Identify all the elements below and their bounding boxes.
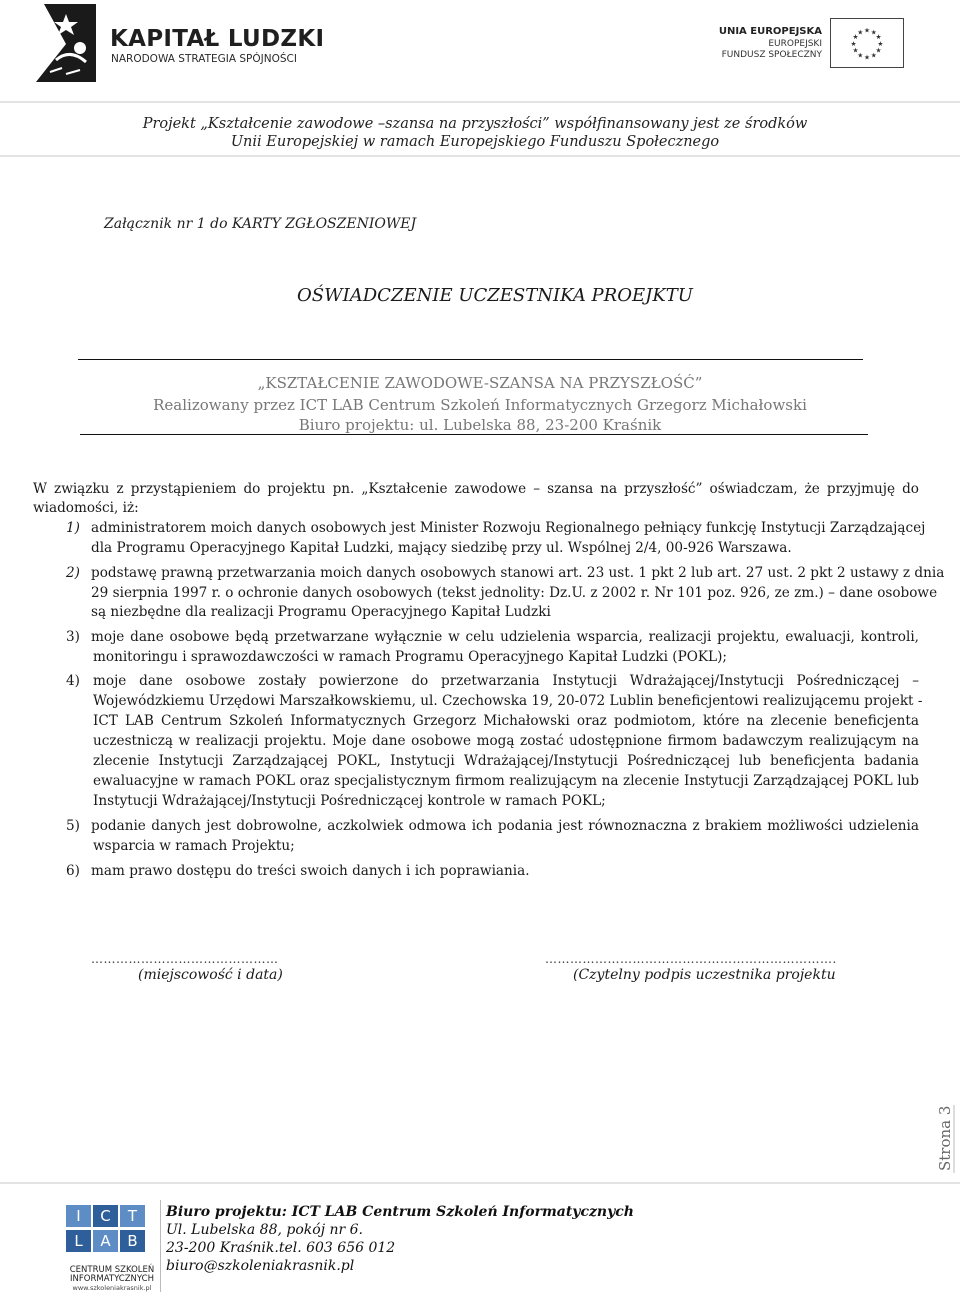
page-number-label: Strona 3 [936, 1105, 954, 1171]
title-rule-top [78, 359, 863, 360]
logo-tile: I [66, 1205, 91, 1227]
eu-flag-icon [830, 18, 904, 68]
footer-office-name: Biuro projektu: ICT LAB Centrum Szkoleń Informatycznych [166, 1204, 634, 1220]
logo-tile: B [120, 1230, 145, 1252]
list-item-line: Instytucji Wdrażającej/Instytucji Pośredniczącej kontrole w ramach POKL; [93, 793, 606, 809]
title-rule-bottom [80, 434, 868, 435]
list-item-line: podanie danych jest dobrowolne, aczkolwiek odmowa ich podania jest równoznaczna z brakiem możliwości udzielenia [91, 818, 919, 834]
project-office-address: Biuro projektu: ul. Lubelska 88, 23-200 Kraśnik [298, 416, 662, 434]
intro-text-line: W związku z przystąpieniem do projektu pn. „Kształcenie zawodowe – szansa na przyszłość” oświadczam, że przyjmuję do [33, 481, 919, 497]
eu-label-union: UNIA EUROPEJSKA [718, 26, 822, 37]
document-title: OŚWIADCZENIE UCZESTNIKA PROEJKTU [297, 285, 693, 306]
logo-tile: A [93, 1230, 118, 1252]
kapital-ludzki-logo [36, 4, 96, 82]
eu-label-fund: FUNDUSZ SPOŁECZNY [721, 50, 822, 60]
place-date-label: (miejscowość i data) [138, 967, 283, 983]
place-date-line: ……………………………………… [91, 952, 279, 966]
list-item-line: podstawę prawną przetwarzania moich danych osobowych stanowi art. 23 ust. 1 pkt 2 lub art. 27 ust. 2 pkt 2 ustawy z dnia [91, 565, 945, 581]
header-divider [0, 101, 960, 103]
logo-tile: C [93, 1205, 118, 1227]
svg-text:★: ★ [875, 46, 882, 55]
list-item-line: dla Programu Operacyjnego Kapitał Ludzki, mający siedzibę przy ul. Wspólnej 2/4, 00-926 Warszawa. [91, 540, 792, 556]
list-item-line: wsparcia w ramach Projektu; [93, 838, 295, 854]
list-item-number: 5) [66, 818, 80, 834]
list-item-number: 1) [66, 520, 80, 536]
list-item-number: 3) [66, 629, 80, 645]
logo-caption: INFORMATYCZNYCH [70, 1274, 154, 1284]
eu-label-european: EUROPEJSKI [768, 39, 822, 49]
list-item-number: 2) [66, 565, 80, 581]
footer-address: Ul. Lubelska 88, pokój nr 6. [166, 1222, 364, 1238]
list-item-line: moje dane osobowe będą przetwarzane wyłącznie w celu udzielenia wsparcia, realizacji projektu, ewaluacji, kontroli, [91, 629, 919, 645]
list-item-line: 29 sierpnia 1997 r. o ochronie danych osobowych (tekst jednolity: Dz.U. z 2002 r. Nr 101 poz. 926, ze zm.) – dane osobowe [91, 585, 938, 601]
project-info-line-2: Unii Europejskiej w ramach Europejskiego Funduszu Społecznego [230, 134, 720, 150]
list-item-line: ICT LAB Centrum Szkoleń Informatycznych Grzegorz Michałowski oraz podmiotom, które na zlecenie beneficjenta [93, 713, 919, 729]
footer-separator [160, 1200, 161, 1292]
kapital-ludzki-subtitle: NARODOWA STRATEGIA SPÓJNOŚCI [111, 53, 297, 65]
project-info-divider [0, 155, 960, 157]
list-item-line: uczestniczą w realizacji projektu. Moje dane osobowe mogą zostać udostępnione firmom badawczym realizującym na [93, 733, 919, 749]
list-item-line: mam prawo dostępu do treści swoich danych i ich poprawiania. [91, 863, 530, 879]
project-implementer: Realizowany przez ICT LAB Centrum Szkoleń Informatycznych Grzegorz Michałowski [153, 396, 807, 414]
list-item-number: 4) [66, 673, 80, 689]
svg-text:★: ★ [870, 28, 877, 37]
list-item-line: są niezbędne dla realizacji Programu Operacyjnego Kapitał Ludzki [91, 604, 551, 620]
project-info-line-1: Projekt „Kształcenie zawodowe –szansa na przyszłości” współfinansowany jest ze środków [142, 116, 808, 132]
project-name: „KSZTAŁCENIE ZAWODOWE-SZANSA NA PRZYSZŁOŚĆ” [257, 374, 703, 392]
svg-text:★: ★ [852, 33, 859, 42]
svg-text:★: ★ [850, 39, 857, 48]
logo-website: www.szkoleniakrasnik.pl [72, 1284, 152, 1292]
svg-text:★: ★ [863, 26, 871, 35]
list-item-line: Wojewódzkiemu Urzędowi Marszałkowskiemu, ul. Czechowska 19, 20-072 Lublin beneficjentowi realizującemu projekt - [93, 693, 923, 709]
list-item-line: moje dane osobowe zostały powierzone do przetwarzania Instytucji Wdrażającej/Instytucji Pośredniczącej – [93, 673, 919, 689]
svg-text:★: ★ [870, 51, 877, 60]
signature-line: ……………………………………………………………. [545, 952, 837, 966]
list-item-line: monitoringu i sprawozdawczości w ramach Programu Operacyjnego Kapitał Ludzki (POKL); [93, 649, 727, 665]
annex-label: Załącznik nr 1 do KARTY ZGŁOSZENIOWEJ [104, 216, 417, 232]
logo-tile: L [66, 1230, 91, 1252]
page-number [912, 1105, 960, 1173]
svg-text:★: ★ [852, 46, 859, 55]
list-item-line: ewaluacyjne w ramach POKL oraz specjalistycznym firmom realizującym na zlecenie Instytucji Zarządzającej POKL lub [93, 773, 919, 789]
logo-tile: T [120, 1205, 145, 1227]
intro-text-line: wiadomości, iż: [33, 500, 139, 516]
footer-email[interactable]: biuro@szkoleniakrasnik.pl [166, 1258, 355, 1274]
svg-text:★: ★ [857, 28, 864, 37]
kapital-ludzki-title: KAPITAŁ LUDZKI [110, 26, 325, 52]
svg-text:★: ★ [863, 53, 871, 62]
svg-text:★: ★ [857, 51, 864, 60]
svg-text:★: ★ [877, 39, 884, 48]
list-item-number: 6) [66, 863, 80, 879]
signature-label: (Czytelny podpis uczestnika projektu [573, 967, 836, 983]
list-item-line: zlecenie Instytucji Zarządzającej POKL, Instytucji Wdrażającej/Instytucji Pośredniczącej lub beneficjenta badania [93, 753, 919, 769]
logo-caption: CENTRUM SZKOLEŃ [69, 1265, 155, 1275]
footer-divider [0, 1182, 960, 1184]
list-item-line: administratorem moich danych osobowych jest Minister Rozwoju Regionalnego pełniący funkcję Instytucji Zarządzającej [91, 520, 926, 536]
svg-text:★: ★ [875, 33, 882, 42]
footer-city-phone: 23-200 Kraśnik.tel. 603 656 012 [166, 1240, 396, 1256]
